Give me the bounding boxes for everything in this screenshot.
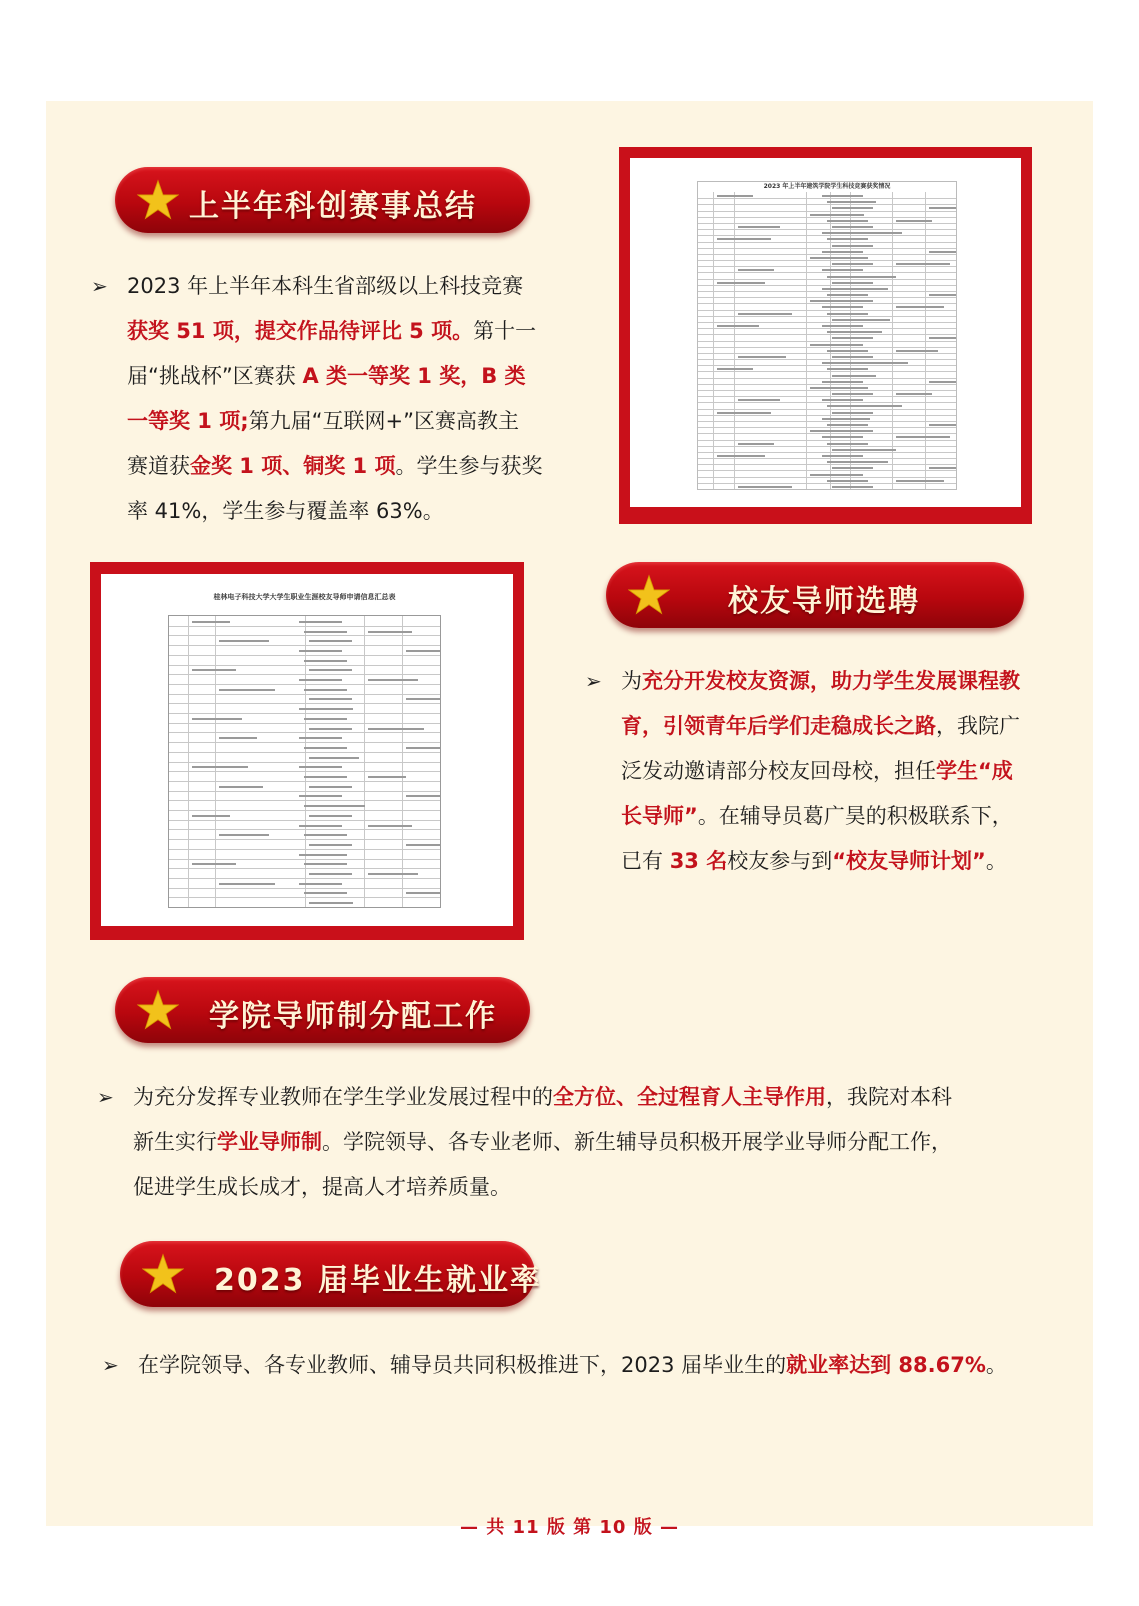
body-text: 。 bbox=[985, 849, 1007, 873]
table-cell-text bbox=[309, 873, 352, 875]
table-cell-text bbox=[304, 631, 347, 633]
body-text: 为充分发挥专业教师在学生学业发展过程中的 bbox=[133, 1085, 553, 1109]
table-cell-text bbox=[219, 737, 257, 739]
paragraph-line bbox=[127, 309, 567, 354]
table-cell-text bbox=[832, 486, 873, 488]
table-rule bbox=[698, 470, 956, 471]
table-cell-text bbox=[192, 766, 248, 768]
table-cell-text bbox=[929, 251, 957, 253]
table-cell-text bbox=[832, 226, 873, 228]
table-rule bbox=[698, 254, 956, 255]
page-footer: — 共 11 版 第 10 版 — bbox=[460, 1517, 679, 1538]
highlighted-text: A 类一等奖 1 奖，B 类 bbox=[302, 364, 526, 388]
table-cell-text bbox=[309, 728, 352, 730]
table-cell-text bbox=[304, 689, 347, 691]
body-text: ，我院广 bbox=[936, 714, 1020, 738]
table-cell-text bbox=[304, 863, 347, 865]
table-cell-text bbox=[309, 844, 352, 846]
table-cell-text bbox=[717, 368, 753, 370]
table-cell-text bbox=[832, 449, 873, 451]
document-title: 桂林电子科技大学大学生职业生涯校友导师申请信息汇总表 bbox=[213, 593, 396, 601]
table-cell-text bbox=[299, 766, 342, 768]
table-rule bbox=[698, 365, 956, 366]
table-rule bbox=[364, 616, 365, 907]
table-cell-text bbox=[929, 337, 957, 339]
table-cell-text bbox=[738, 486, 792, 488]
table-rule bbox=[698, 446, 956, 447]
table-cell-text bbox=[406, 747, 441, 749]
table-cell-text bbox=[832, 467, 873, 469]
table-cell-text bbox=[304, 718, 347, 720]
table-rule bbox=[734, 192, 735, 489]
table-cell-text bbox=[832, 207, 873, 209]
table-cell-text bbox=[406, 844, 441, 846]
table-cell-text bbox=[738, 356, 786, 358]
table-cell-text bbox=[929, 294, 957, 296]
table-cell-text bbox=[822, 381, 863, 383]
table-rule bbox=[698, 266, 956, 267]
table-cell-text bbox=[832, 412, 873, 414]
table-cell-text bbox=[832, 356, 873, 358]
table-rule bbox=[698, 384, 956, 385]
table-cell-text bbox=[192, 718, 242, 720]
highlighted-text: 33 名 bbox=[669, 849, 728, 873]
table-cell-text bbox=[822, 399, 863, 401]
body-text: 第九届“互联网+”区赛高教主 bbox=[248, 409, 519, 433]
competition-award-document-image bbox=[697, 181, 957, 490]
paragraph-line bbox=[133, 1120, 1053, 1165]
highlighted-text: 学业导师制 bbox=[217, 1130, 322, 1154]
table-rule bbox=[698, 248, 956, 249]
paragraph-line bbox=[133, 1165, 1053, 1210]
highlighted-text: 金奖 1 项、铜奖 1 项 bbox=[190, 454, 396, 478]
body-text: 为 bbox=[621, 669, 642, 693]
table-rule bbox=[698, 371, 956, 372]
table-cell-text bbox=[929, 381, 957, 383]
table-cell-text bbox=[832, 263, 873, 265]
highlighted-text: 充分开发校友资源，助力学生发展课程教 bbox=[642, 669, 1020, 693]
table-cell-text bbox=[299, 650, 342, 652]
table-rule bbox=[698, 291, 956, 292]
table-rule bbox=[698, 229, 956, 230]
table-cell-text bbox=[192, 815, 230, 817]
table-rule bbox=[698, 359, 956, 360]
body-text: 。 bbox=[985, 1353, 1007, 1377]
highlighted-text: 长导师” bbox=[621, 804, 698, 828]
body-text: 。学生参与获奖 bbox=[395, 454, 543, 478]
table-cell-text bbox=[304, 805, 347, 807]
table-cell-text bbox=[822, 455, 863, 457]
table-cell-text bbox=[929, 467, 957, 469]
table-cell-text bbox=[192, 669, 236, 671]
table-rule bbox=[698, 390, 956, 391]
highlighted-text: 学生“成 bbox=[936, 759, 1013, 783]
table-cell-text bbox=[896, 263, 950, 265]
table-rule bbox=[698, 223, 956, 224]
table-cell-text bbox=[827, 313, 868, 315]
section-title: 2023 届毕业生就业率 bbox=[214, 1263, 542, 1298]
arrow-bullet-icon: ➢ bbox=[102, 1353, 119, 1377]
table-rule bbox=[698, 297, 956, 298]
table-cell-text bbox=[738, 399, 780, 401]
table-cell-text bbox=[299, 737, 342, 739]
body-text: 2023 年上半年本科生省部级以上科技竞赛 bbox=[127, 274, 524, 298]
table-cell-text bbox=[832, 319, 873, 321]
table-cell-text bbox=[309, 786, 352, 788]
paragraph-line bbox=[127, 354, 567, 399]
table-rule bbox=[698, 260, 956, 261]
table-rule bbox=[698, 477, 956, 478]
table-cell-text bbox=[822, 418, 863, 420]
table-cell-text bbox=[219, 834, 269, 836]
table-cell-text bbox=[822, 251, 863, 253]
table-rule bbox=[698, 328, 956, 329]
table-cell-text bbox=[304, 660, 347, 662]
body-text: 率 41%，学生参与覆盖率 63%。 bbox=[127, 499, 444, 523]
table-cell-text bbox=[827, 461, 868, 463]
table-cell-text bbox=[368, 728, 424, 730]
body-text: 新生实行 bbox=[133, 1130, 217, 1154]
section-banner-s3 bbox=[115, 977, 530, 1043]
table-rule bbox=[698, 198, 956, 199]
table-cell-text bbox=[832, 337, 873, 339]
table-cell-text bbox=[822, 232, 863, 234]
star-icon bbox=[142, 1253, 184, 1295]
section-paragraph-s2 bbox=[585, 659, 1061, 884]
body-text: 第十一 bbox=[473, 319, 537, 343]
table-cell-text bbox=[832, 245, 873, 247]
paragraph-line bbox=[621, 794, 1061, 839]
table-cell-text bbox=[822, 288, 863, 290]
arrow-bullet-icon: ➢ bbox=[91, 274, 108, 298]
table-rule bbox=[698, 427, 956, 428]
table-cell-text bbox=[832, 393, 873, 395]
table-rule bbox=[713, 192, 714, 489]
table-cell-text bbox=[299, 621, 342, 623]
body-text: 校友参与到 bbox=[727, 849, 833, 873]
table-rule bbox=[698, 279, 956, 280]
table-cell-text bbox=[309, 902, 352, 904]
table-cell-text bbox=[717, 412, 771, 414]
star-icon bbox=[628, 574, 670, 616]
table-cell-text bbox=[896, 220, 932, 222]
table-rule bbox=[698, 433, 956, 434]
table-cell-text bbox=[827, 387, 868, 389]
document-title: 2023 年上半年建筑学院学生科技竞赛获奖情况 bbox=[763, 183, 891, 190]
table-rule bbox=[806, 192, 807, 489]
table-cell-text bbox=[827, 294, 868, 296]
table-cell-text bbox=[832, 300, 873, 302]
table-cell-text bbox=[406, 698, 441, 700]
table-cell-text bbox=[309, 815, 352, 817]
table-rule bbox=[698, 402, 956, 403]
body-text: 赛道获 bbox=[127, 454, 190, 478]
table-cell-text bbox=[832, 375, 873, 377]
section-banner-s4 bbox=[120, 1241, 542, 1307]
table-cell-text bbox=[406, 892, 441, 894]
table-cell-text bbox=[827, 257, 868, 259]
table-rule bbox=[698, 458, 956, 459]
paragraph-line bbox=[133, 1075, 1053, 1120]
table-cell-text bbox=[827, 368, 868, 370]
table-cell-text bbox=[309, 669, 352, 671]
table-cell-text bbox=[192, 863, 236, 865]
table-rule bbox=[698, 322, 956, 323]
table-rule bbox=[698, 272, 956, 273]
table-cell-text bbox=[827, 405, 868, 407]
table-cell-text bbox=[219, 689, 275, 691]
table-cell-text bbox=[822, 344, 863, 346]
paragraph-line bbox=[127, 444, 567, 489]
table-cell-text bbox=[304, 747, 347, 749]
table-cell-text bbox=[368, 873, 418, 875]
paragraph-line bbox=[127, 489, 567, 534]
table-cell-text bbox=[299, 825, 342, 827]
table-cell-text bbox=[717, 282, 765, 284]
table-cell-text bbox=[738, 226, 780, 228]
table-cell-text bbox=[896, 480, 944, 482]
table-cell-text bbox=[822, 325, 863, 327]
table-cell-text bbox=[832, 282, 873, 284]
table-rule bbox=[698, 334, 956, 335]
table-rule bbox=[698, 285, 956, 286]
table-cell-text bbox=[827, 443, 868, 445]
highlighted-text: 获奖 51 项，提交作品待评比 5 项。 bbox=[127, 319, 474, 343]
table-cell-text bbox=[368, 631, 412, 633]
table-cell-text bbox=[827, 238, 868, 240]
table-cell-text bbox=[717, 325, 759, 327]
table-rule bbox=[188, 616, 189, 907]
table-cell-text bbox=[822, 474, 863, 476]
highlighted-text: 全方位、全过程育人主导作用 bbox=[553, 1085, 826, 1109]
table-rule bbox=[698, 217, 956, 218]
table-cell-text bbox=[827, 276, 868, 278]
table-cell-text bbox=[827, 350, 868, 352]
table-rule bbox=[698, 396, 956, 397]
table-rule bbox=[698, 316, 956, 317]
table-rule bbox=[698, 211, 956, 212]
table-cell-text bbox=[406, 650, 441, 652]
table-cell-text bbox=[827, 220, 868, 222]
table-rule bbox=[402, 616, 403, 907]
paragraph-line bbox=[127, 399, 567, 444]
table-rule bbox=[698, 242, 956, 243]
arrow-bullet-icon: ➢ bbox=[585, 669, 602, 693]
table-rule bbox=[698, 440, 956, 441]
body-text: 。学院领导、各专业老师、新生辅导员积极开展学业导师分配工作， bbox=[322, 1130, 952, 1154]
table-cell-text bbox=[822, 362, 863, 364]
table-cell-text bbox=[822, 195, 863, 197]
table-cell-text bbox=[219, 883, 275, 885]
table-cell-text bbox=[738, 269, 774, 271]
paragraph-line bbox=[138, 1343, 1068, 1388]
table-cell-text bbox=[929, 424, 957, 426]
table-rule bbox=[698, 353, 956, 354]
table-rule bbox=[698, 483, 956, 484]
body-text: 届“挑战杯”区赛获 bbox=[127, 364, 303, 388]
table-cell-text bbox=[299, 883, 342, 885]
highlighted-text: 育，引领青年后学们走稳成长之路 bbox=[621, 714, 936, 738]
table-cell-text bbox=[896, 393, 932, 395]
table-cell-text bbox=[299, 708, 342, 710]
star-icon bbox=[137, 989, 179, 1031]
star-icon bbox=[137, 179, 179, 221]
alumni-photo-frame bbox=[90, 562, 524, 940]
table-cell-text bbox=[309, 640, 352, 642]
paragraph-line bbox=[621, 839, 1061, 884]
section-paragraph-s4 bbox=[102, 1343, 1068, 1388]
table-cell-text bbox=[368, 776, 406, 778]
table-rule bbox=[892, 192, 893, 489]
body-text: 在学院领导、各专业教师、辅导员共同积极推进下，2023 届毕业生的 bbox=[138, 1353, 787, 1377]
alumni-mentor-document-image bbox=[168, 593, 441, 908]
table-cell-text bbox=[717, 195, 753, 197]
table-cell-text bbox=[896, 350, 938, 352]
table-rule bbox=[698, 303, 956, 304]
section-title: 校友导师选聘 bbox=[728, 584, 920, 619]
section-title: 学院导师制分配工作 bbox=[209, 999, 497, 1034]
table-cell-text bbox=[304, 834, 347, 836]
paragraph-line bbox=[127, 264, 567, 309]
section-paragraph-s3 bbox=[97, 1075, 1053, 1210]
body-text: 泛发动邀请部分校友回母校，担任 bbox=[621, 759, 936, 783]
table-cell-text bbox=[717, 455, 765, 457]
body-text: 。在辅导员葛广昊的积极联系下， bbox=[697, 804, 1013, 828]
table-rule bbox=[698, 378, 956, 379]
table-rule bbox=[698, 235, 956, 236]
table-cell-text bbox=[822, 436, 863, 438]
section-banner-s1 bbox=[115, 167, 530, 233]
table-rule bbox=[698, 415, 956, 416]
table-rule bbox=[698, 347, 956, 348]
table-cell-text bbox=[717, 238, 771, 240]
table-cell-text bbox=[929, 207, 957, 209]
highlighted-text: 就业率达到 88.67% bbox=[786, 1353, 986, 1377]
table-cell-text bbox=[827, 424, 868, 426]
paragraph-line bbox=[621, 749, 1061, 794]
table-rule bbox=[698, 421, 956, 422]
table-rule bbox=[698, 409, 956, 410]
table-cell-text bbox=[304, 892, 347, 894]
section-title: 上半年科创赛事总结 bbox=[189, 189, 477, 224]
table-cell-text bbox=[738, 313, 792, 315]
table-cell-text bbox=[832, 430, 873, 432]
body-text: ，我院对本科 bbox=[826, 1085, 952, 1109]
table-rule bbox=[925, 192, 926, 489]
table-cell-text bbox=[304, 776, 347, 778]
table-cell-text bbox=[299, 795, 342, 797]
table-rule bbox=[698, 464, 956, 465]
table-cell-text bbox=[406, 795, 441, 797]
body-text: 促进学生成长成才，提高人才培养质量。 bbox=[133, 1175, 511, 1199]
table-cell-text bbox=[299, 679, 342, 681]
section-banner-s2 bbox=[606, 562, 1024, 628]
paragraph-line bbox=[621, 659, 1061, 704]
table-cell-text bbox=[299, 854, 342, 856]
table-cell-text bbox=[822, 214, 863, 216]
table-cell-text bbox=[219, 640, 269, 642]
table-cell-text bbox=[309, 698, 352, 700]
table-cell-text bbox=[219, 786, 263, 788]
table-rule bbox=[698, 310, 956, 311]
paragraph-line bbox=[621, 704, 1061, 749]
table-cell-text bbox=[827, 480, 868, 482]
table-cell-text bbox=[738, 443, 774, 445]
table-cell-text bbox=[822, 269, 863, 271]
table-cell-text bbox=[309, 757, 352, 759]
highlighted-text: 一等奖 1 项; bbox=[127, 409, 249, 433]
table-cell-text bbox=[192, 621, 230, 623]
table-rule bbox=[698, 204, 956, 205]
table-cell-text bbox=[822, 306, 863, 308]
competition-photo-frame bbox=[619, 147, 1032, 524]
highlighted-text: “校友导师计划” bbox=[832, 849, 986, 873]
table-cell-text bbox=[827, 331, 868, 333]
arrow-bullet-icon: ➢ bbox=[97, 1085, 114, 1109]
table-rule bbox=[698, 452, 956, 453]
table-cell-text bbox=[827, 201, 868, 203]
table-cell-text bbox=[896, 436, 950, 438]
section-paragraph-s1 bbox=[91, 264, 567, 534]
body-text: 已有 bbox=[621, 849, 670, 873]
table-cell-text bbox=[368, 679, 418, 681]
table-rule bbox=[698, 341, 956, 342]
table-cell-text bbox=[896, 306, 944, 308]
table-cell-text bbox=[368, 825, 412, 827]
